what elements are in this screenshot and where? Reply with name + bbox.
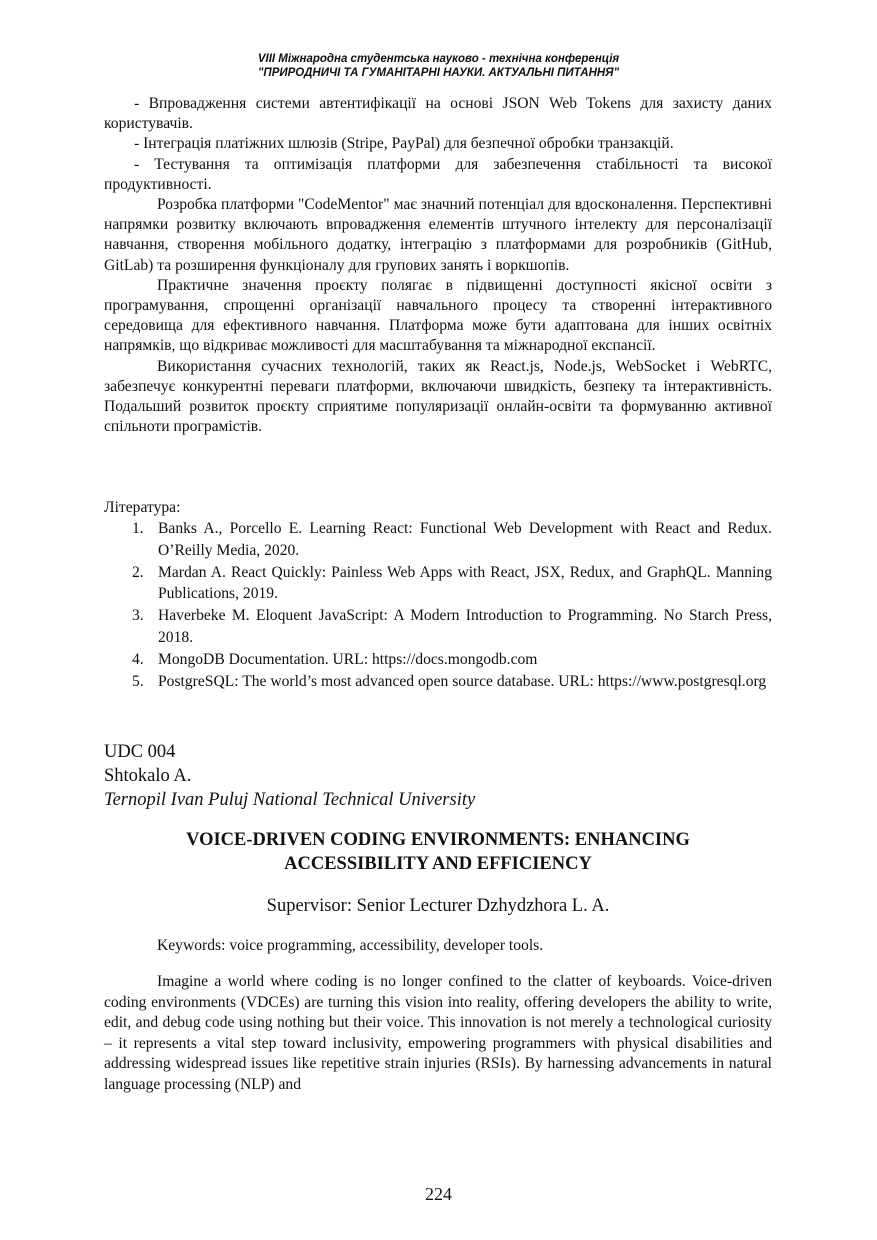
intro-paragraph: Imagine a world where coding is no longer confined to the clatter of keyboards. Voice-driven coding environments (VDCEs) are turning this vision into reality, offering developers the ability to write, edit, and debug code using nothing but their voice. This innovation is not merely a technological curiosity – it represents a vital step toward inclusivity, empowering programmers with physical disabilities and addressing widespread issues like repetitive strain injuries (RSIs). By harnessing advancements in natural language processing (NLP) and <box>104 973 772 1093</box>
reference-number: 3. <box>132 607 144 625</box>
affiliation: Ternopil Ivan Puluj National Technical University <box>104 790 476 810</box>
references-label: Література: <box>104 499 181 516</box>
keywords: Keywords: voice programming, accessibility, developer tools. <box>157 937 544 954</box>
reference-item <box>104 562 772 605</box>
reference-number: 5. <box>132 672 144 690</box>
bullet-item: - Інтеграція платіжних шлюзів (Stripe, PayPal) для безпечної обробки транзакцій. <box>134 135 674 153</box>
reference-text: MongoDB Documentation. URL: https://docs.mongodb.com <box>158 650 538 668</box>
reference-text: PostgreSQL: The world’s most advanced open source database. URL: https://www.postgresql.org <box>158 672 767 690</box>
bullet-item: - Тестування та оптимізація платформи для забезпечення стабільності та високої продуктивності. <box>104 155 772 193</box>
header-line-2: "ПРИРОДНИЧІ ТА ГУМАНІТАРНІ НАУКИ. АКТУАЛЬНІ ПИТАННЯ" <box>257 67 620 79</box>
reference-text: Mardan A. React Quickly: Painless Web Apps with React, JSX, Redux, and GraphQL. Manning Publications, 2019. <box>158 563 772 603</box>
references-section <box>104 498 772 693</box>
paragraph: Практичне значення проєкту полягає в підвищенні доступності якісної освіти з програмування, спрощенні організації навчального процесу та створенні інтерактивного середовища для ефективного навчання. Платформа може бути адаптована для інших освітніх напрямків, що відкриває можливості для масштабування та міжнародної експансії. <box>104 276 772 355</box>
article-intro <box>104 972 772 1095</box>
reference-item <box>104 671 772 693</box>
reference-item <box>104 518 772 561</box>
title-line-1: VOICE-DRIVEN CODING ENVIRONMENTS: ENHANCING <box>186 830 690 850</box>
author-name: Shtokalo A. <box>104 766 192 786</box>
references-list <box>104 518 772 692</box>
reference-item <box>104 649 772 671</box>
reference-item <box>104 605 772 648</box>
udc-code: UDC 004 <box>104 742 176 762</box>
page-number: 224 <box>425 1184 452 1204</box>
bullet-item: - Впровадження системи автентифікації на основі JSON Web Tokens для захисту даних користувачів. <box>104 95 772 133</box>
reference-number: 4. <box>132 650 144 668</box>
reference-text: Banks A., Porcello E. Learning React: Functional Web Development with React and Redux. O’Reilly Media, 2020. <box>158 520 772 559</box>
title-line-2: ACCESSIBILITY AND EFFICIENCY <box>284 854 592 874</box>
supervisor: Supervisor: Senior Lecturer Dzhydzhora L. A. <box>266 896 610 916</box>
paragraph: Використання сучасних технологій, таких як React.js, Node.js, WebSocket і WebRTC, забезпечує конкурентні переваги платформи, включаючи швидкість, безпеку та інтерактивність. Подальший розвиток проєкту сприятиме популяризації онлайн-освіти та формуванню активної спільноти програмістів. <box>104 357 772 436</box>
reference-number: 1. <box>132 520 144 538</box>
paragraph: Розробка платформи "CodeMentor" має значний потенціал для вдосконалення. Перспективні напрямки розвитку включають впровадження елементів штучного інтелекту для персоналізації навчання, створення мобільного додатку, інтеграцію з платформами для розробників (GitHub, GitLab) та розширення функціоналу для групових занять і воркшопів. <box>104 196 772 274</box>
header-line-1: VIII Міжнародна студентська науково - технічна конференція <box>257 53 620 65</box>
conference-header <box>0 52 877 80</box>
reference-number: 2. <box>132 563 144 581</box>
ukrainian-section <box>104 94 772 437</box>
reference-text: Haverbeke M. Eloquent JavaScript: A Modern Introduction to Programming. No Starch Press, 2018. <box>158 607 772 646</box>
article-title <box>104 828 772 876</box>
